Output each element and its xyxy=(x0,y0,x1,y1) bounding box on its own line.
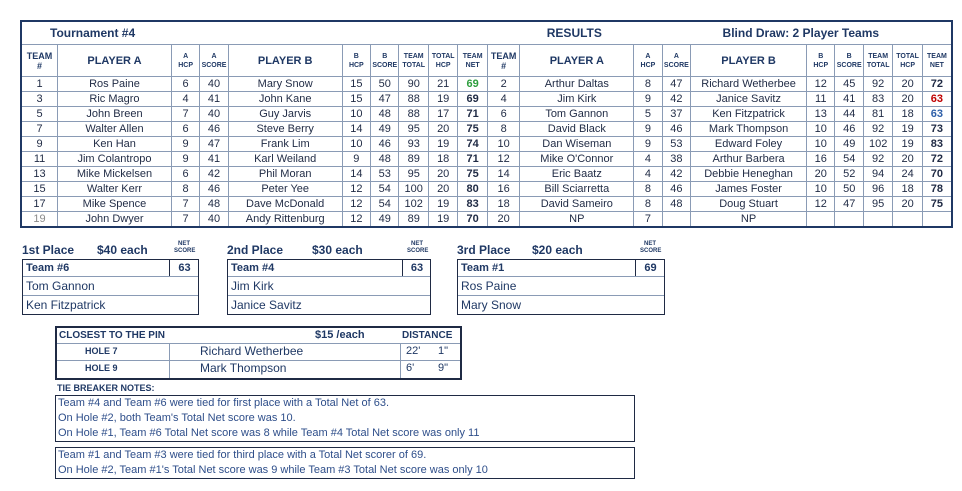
team-net: 63 xyxy=(922,92,952,107)
column-header-total-hcp: TOTAL HCP xyxy=(893,45,922,77)
b-score: 48 xyxy=(371,152,399,167)
team-number: 19 xyxy=(21,212,58,228)
place-title: 3rd Place xyxy=(457,243,511,257)
results-title: RESULTS xyxy=(342,21,806,45)
player-b: Janice Savitz xyxy=(691,92,807,107)
total-hcp xyxy=(893,212,922,228)
table-row xyxy=(21,137,952,152)
place-player-row xyxy=(458,277,664,296)
place-score: 69 xyxy=(635,260,665,276)
ctp-hole: HOLE 9 xyxy=(85,363,118,373)
b-score: 52 xyxy=(835,167,863,182)
b-hcp: 10 xyxy=(342,107,370,122)
team-number: 15 xyxy=(21,182,58,197)
b-score: 47 xyxy=(835,197,863,212)
a-score: 42 xyxy=(662,92,690,107)
a-score: 38 xyxy=(662,152,690,167)
place-team-row xyxy=(228,260,430,277)
column-header-a-score: A SCORE xyxy=(200,45,228,77)
column-header-team-net: TEAM NET xyxy=(922,45,952,77)
player-a: David Sameiro xyxy=(520,197,634,212)
team-net: 75 xyxy=(922,197,952,212)
a-hcp: 9 xyxy=(171,152,199,167)
total-hcp: 20 xyxy=(428,182,457,197)
team-net: 75 xyxy=(458,122,487,137)
player-a: Bill Sciarretta xyxy=(520,182,634,197)
team-total: 94 xyxy=(863,167,892,182)
place-box xyxy=(457,259,665,315)
b-hcp: 10 xyxy=(807,137,835,152)
team-number: 10 xyxy=(487,137,520,152)
b-hcp xyxy=(807,212,835,228)
b-hcp: 10 xyxy=(807,122,835,137)
b-hcp: 12 xyxy=(342,182,370,197)
team-total: 102 xyxy=(399,197,428,212)
column-header-player-b: PLAYER B xyxy=(691,45,807,77)
team-total: 92 xyxy=(863,77,892,92)
ctp-player: Mark Thompson xyxy=(200,361,287,375)
b-hcp: 15 xyxy=(342,77,370,92)
place-player-row xyxy=(228,296,430,314)
tie-breaker-third-box xyxy=(55,447,635,479)
team-total: 96 xyxy=(863,182,892,197)
team-total: 95 xyxy=(399,122,428,137)
b-score: 46 xyxy=(835,122,863,137)
b-hcp: 16 xyxy=(807,152,835,167)
ctp-distance-label: DISTANCE xyxy=(402,330,453,341)
a-score: 46 xyxy=(200,122,228,137)
table-row xyxy=(21,122,952,137)
team-net: 70 xyxy=(458,212,487,228)
player-a: Walter Allen xyxy=(58,122,172,137)
player-b: Frank Lim xyxy=(228,137,342,152)
total-hcp: 20 xyxy=(893,77,922,92)
a-hcp: 4 xyxy=(634,152,662,167)
team-net: 71 xyxy=(458,152,487,167)
column-header-player-b: PLAYER B xyxy=(228,45,342,77)
a-score: 42 xyxy=(200,167,228,182)
b-score: 47 xyxy=(371,92,399,107)
place-player-row xyxy=(228,277,430,296)
place-player: Janice Savitz xyxy=(231,298,302,312)
a-hcp: 8 xyxy=(634,77,662,92)
b-score: 46 xyxy=(371,137,399,152)
tie-breaker-first-box xyxy=(55,395,635,442)
ctp-inches: 9" xyxy=(438,362,449,374)
team-number: 9 xyxy=(21,137,58,152)
team-net: 63 xyxy=(922,107,952,122)
b-score: 48 xyxy=(371,107,399,122)
place-player: Mary Snow xyxy=(461,298,522,312)
place-player-row xyxy=(23,277,198,296)
a-hcp: 7 xyxy=(634,212,662,228)
place-box xyxy=(227,259,431,315)
player-a: Dan Wiseman xyxy=(520,137,634,152)
team-net: 71 xyxy=(458,107,487,122)
place-player: Ros Paine xyxy=(461,279,517,293)
a-score: 46 xyxy=(200,182,228,197)
a-hcp: 5 xyxy=(634,107,662,122)
column-header-a-hcp: A HCP xyxy=(634,45,662,77)
b-score: 54 xyxy=(371,182,399,197)
place-box xyxy=(22,259,199,315)
column-header-team-total: TEAM TOTAL xyxy=(399,45,428,77)
team-net: 72 xyxy=(922,77,952,92)
table-row xyxy=(21,92,952,107)
b-hcp: 12 xyxy=(807,77,835,92)
column-header-team-net: TEAM NET xyxy=(458,45,487,77)
place-prize: $40 each xyxy=(97,243,148,257)
b-hcp: 9 xyxy=(342,152,370,167)
b-score: 45 xyxy=(835,77,863,92)
team-total: 100 xyxy=(399,182,428,197)
a-hcp: 9 xyxy=(634,122,662,137)
a-hcp: 4 xyxy=(171,92,199,107)
team-net xyxy=(922,212,952,228)
table-row xyxy=(21,167,952,182)
place-player-row xyxy=(458,296,664,314)
total-hcp: 19 xyxy=(428,137,457,152)
total-hcp: 20 xyxy=(428,122,457,137)
place-player-row xyxy=(23,296,198,314)
b-score: 49 xyxy=(371,212,399,228)
total-hcp: 19 xyxy=(428,197,457,212)
table-row xyxy=(21,182,952,197)
player-b: Mary Snow xyxy=(228,77,342,92)
team-number: 8 xyxy=(487,122,520,137)
team-number: 6 xyxy=(487,107,520,122)
b-hcp: 10 xyxy=(807,182,835,197)
table-row xyxy=(21,107,952,122)
player-a: John Dwyer xyxy=(58,212,172,228)
player-b: Peter Yee xyxy=(228,182,342,197)
player-a: John Breen xyxy=(58,107,172,122)
team-number: 4 xyxy=(487,92,520,107)
player-b: Mark Thompson xyxy=(691,122,807,137)
team-number: 1 xyxy=(21,77,58,92)
a-hcp: 9 xyxy=(634,137,662,152)
a-score: 48 xyxy=(200,197,228,212)
team-total: 89 xyxy=(399,212,428,228)
team-net: 78 xyxy=(922,182,952,197)
a-score: 42 xyxy=(662,167,690,182)
player-b: Andy Rittenburg xyxy=(228,212,342,228)
b-hcp: 20 xyxy=(807,167,835,182)
results-table xyxy=(20,20,953,228)
tie-breaker-line: On Hole #2, Team #1's Total Net score was 9 while Team #3 Total Net score was only 10 xyxy=(58,464,488,476)
b-score xyxy=(835,212,863,228)
team-number: 12 xyxy=(487,152,520,167)
total-hcp: 17 xyxy=(428,107,457,122)
team-number: 20 xyxy=(487,212,520,228)
a-hcp: 9 xyxy=(171,137,199,152)
ctp-feet: 22' xyxy=(406,345,421,357)
a-score: 41 xyxy=(200,152,228,167)
a-hcp: 9 xyxy=(634,92,662,107)
team-total: 81 xyxy=(863,107,892,122)
team-net: 80 xyxy=(458,182,487,197)
player-b: Guy Jarvis xyxy=(228,107,342,122)
total-hcp: 20 xyxy=(893,92,922,107)
team-number: 3 xyxy=(21,92,58,107)
a-score: 46 xyxy=(662,122,690,137)
a-score: 37 xyxy=(662,107,690,122)
player-b: NP xyxy=(691,212,807,228)
b-hcp: 12 xyxy=(807,197,835,212)
a-score: 40 xyxy=(200,77,228,92)
total-hcp: 24 xyxy=(893,167,922,182)
place-team: Team #1 xyxy=(461,262,505,274)
team-number: 5 xyxy=(21,107,58,122)
a-score: 47 xyxy=(200,137,228,152)
a-score: 47 xyxy=(662,77,690,92)
player-b: Debbie Heneghan xyxy=(691,167,807,182)
team-net: 75 xyxy=(458,167,487,182)
team-total: 92 xyxy=(863,152,892,167)
team-total: 95 xyxy=(863,197,892,212)
a-hcp: 7 xyxy=(171,107,199,122)
b-hcp: 14 xyxy=(342,167,370,182)
team-number: 17 xyxy=(21,197,58,212)
total-hcp: 20 xyxy=(428,167,457,182)
b-hcp: 12 xyxy=(342,197,370,212)
team-total: 83 xyxy=(863,92,892,107)
player-a: Ken Han xyxy=(58,137,172,152)
player-a: Arthur Daltas xyxy=(520,77,634,92)
team-net: 72 xyxy=(922,152,952,167)
b-score: 50 xyxy=(835,182,863,197)
b-score: 49 xyxy=(371,122,399,137)
place-team-row xyxy=(458,260,664,277)
b-score: 50 xyxy=(371,77,399,92)
net-score-label: NET SCORE xyxy=(640,241,662,254)
table-row xyxy=(21,152,952,167)
player-a: Jim Kirk xyxy=(520,92,634,107)
column-header-b-score: B SCORE xyxy=(371,45,399,77)
team-net: 74 xyxy=(458,137,487,152)
column-header-a-score: A SCORE xyxy=(662,45,690,77)
total-hcp: 19 xyxy=(893,137,922,152)
a-hcp: 7 xyxy=(171,212,199,228)
column-header-b-hcp: B HCP xyxy=(342,45,370,77)
tie-breaker-title: TIE BREAKER NOTES: xyxy=(57,383,155,393)
player-b: Richard Wetherbee xyxy=(691,77,807,92)
total-hcp: 21 xyxy=(428,77,457,92)
team-net: 69 xyxy=(458,92,487,107)
player-a: Tom Gannon xyxy=(520,107,634,122)
team-total: 88 xyxy=(399,107,428,122)
net-score-label: NET SCORE xyxy=(407,241,429,254)
ctp-feet: 6' xyxy=(406,362,415,374)
player-b: Karl Weiland xyxy=(228,152,342,167)
team-net: 83 xyxy=(458,197,487,212)
team-number: 16 xyxy=(487,182,520,197)
total-hcp: 18 xyxy=(428,152,457,167)
a-hcp: 7 xyxy=(171,197,199,212)
place-title: 2nd Place xyxy=(227,243,284,257)
ctp-hole: HOLE 7 xyxy=(85,346,118,356)
b-score: 41 xyxy=(835,92,863,107)
tie-breaker-line: On Hole #1, Team #6 Total Net score was 8 while Team #4 Total Net score was only 11 xyxy=(58,427,480,439)
player-a: Eric Baatz xyxy=(520,167,634,182)
b-hcp: 13 xyxy=(807,107,835,122)
team-total: 93 xyxy=(399,137,428,152)
tie-breaker-line: Team #1 and Team #3 were tied for third place with a Total Net scorer of 69. xyxy=(58,449,427,461)
column-header-b-hcp: B HCP xyxy=(807,45,835,77)
place-player: Ken Fitzpatrick xyxy=(26,298,106,312)
column-header-b-score: B SCORE xyxy=(835,45,863,77)
team-net: 73 xyxy=(922,122,952,137)
b-score: 53 xyxy=(371,167,399,182)
a-score: 41 xyxy=(200,92,228,107)
column-header-player-a: PLAYER A xyxy=(520,45,634,77)
tie-breaker-line: On Hole #2, both Team's Total Net score was 10. xyxy=(58,412,296,424)
player-a: Mike Spence xyxy=(58,197,172,212)
table-row xyxy=(21,212,952,228)
ctp-title: CLOSEST TO THE PIN xyxy=(59,330,165,341)
player-a: Ros Paine xyxy=(58,77,172,92)
a-hcp: 4 xyxy=(634,167,662,182)
b-score: 44 xyxy=(835,107,863,122)
place-title: 1st Place xyxy=(22,243,75,257)
player-b: Dave McDonald xyxy=(228,197,342,212)
player-a: Mike Mickelsen xyxy=(58,167,172,182)
place-player: Tom Gannon xyxy=(26,279,95,293)
closest-to-pin-box xyxy=(55,326,462,380)
player-a: Mike O'Connor xyxy=(520,152,634,167)
column-header-team: TEAM # xyxy=(21,45,58,77)
a-score: 48 xyxy=(662,197,690,212)
total-hcp: 19 xyxy=(428,92,457,107)
a-hcp: 6 xyxy=(171,167,199,182)
player-b: Steve Berry xyxy=(228,122,342,137)
column-header-a-hcp: A HCP xyxy=(171,45,199,77)
a-score: 40 xyxy=(200,212,228,228)
team-number: 14 xyxy=(487,167,520,182)
player-b: Ken Fitzpatrick xyxy=(691,107,807,122)
player-b: Edward Foley xyxy=(691,137,807,152)
table-row xyxy=(21,77,952,92)
a-hcp: 6 xyxy=(171,77,199,92)
place-prize: $20 each xyxy=(532,243,583,257)
player-b: Phil Moran xyxy=(228,167,342,182)
total-hcp: 19 xyxy=(893,122,922,137)
column-header-total-hcp: TOTAL HCP xyxy=(428,45,457,77)
team-number: 7 xyxy=(21,122,58,137)
place-score: 63 xyxy=(169,260,199,276)
column-header-team: TEAM # xyxy=(487,45,520,77)
total-hcp: 19 xyxy=(428,212,457,228)
net-score-label: NET SCORE xyxy=(174,241,196,254)
b-score: 49 xyxy=(835,137,863,152)
team-total: 88 xyxy=(399,92,428,107)
b-hcp: 14 xyxy=(342,122,370,137)
player-b: John Kane xyxy=(228,92,342,107)
team-total: 102 xyxy=(863,137,892,152)
total-hcp: 20 xyxy=(893,197,922,212)
a-hcp: 8 xyxy=(171,182,199,197)
b-hcp: 11 xyxy=(807,92,835,107)
table-row xyxy=(21,197,952,212)
ctp-inches: 1" xyxy=(438,345,449,357)
a-score: 46 xyxy=(662,182,690,197)
a-score xyxy=(662,212,690,228)
ctp-prize: $15 /each xyxy=(315,329,365,341)
player-a: Jim Colantropo xyxy=(58,152,172,167)
place-prize: $30 each xyxy=(312,243,363,257)
b-hcp: 10 xyxy=(342,137,370,152)
place-team-row xyxy=(23,260,198,277)
a-hcp: 8 xyxy=(634,197,662,212)
b-score: 54 xyxy=(371,197,399,212)
team-number: 2 xyxy=(487,77,520,92)
place-team: Team #4 xyxy=(231,262,275,274)
place-score: 63 xyxy=(402,260,431,276)
player-a: NP xyxy=(520,212,634,228)
total-hcp: 18 xyxy=(893,182,922,197)
team-total xyxy=(863,212,892,228)
ctp-player: Richard Wetherbee xyxy=(200,344,304,358)
team-total: 95 xyxy=(399,167,428,182)
b-score: 54 xyxy=(835,152,863,167)
a-hcp: 8 xyxy=(634,182,662,197)
player-a: Ric Magro xyxy=(58,92,172,107)
tie-breaker-line: Team #4 and Team #6 were tied for first place with a Total Net of 63. xyxy=(58,397,389,409)
team-total: 89 xyxy=(399,152,428,167)
place-team: Team #6 xyxy=(26,262,70,274)
column-header-team-total: TEAM TOTAL xyxy=(863,45,892,77)
player-a: Walter Kerr xyxy=(58,182,172,197)
player-a: David Black xyxy=(520,122,634,137)
a-hcp: 6 xyxy=(171,122,199,137)
total-hcp: 18 xyxy=(893,107,922,122)
player-b: Doug Stuart xyxy=(691,197,807,212)
player-b: James Foster xyxy=(691,182,807,197)
team-total: 92 xyxy=(863,122,892,137)
team-number: 13 xyxy=(21,167,58,182)
total-hcp: 20 xyxy=(893,152,922,167)
a-score: 40 xyxy=(200,107,228,122)
b-hcp: 15 xyxy=(342,92,370,107)
tournament-title: Tournament #4 xyxy=(21,21,342,45)
team-net: 70 xyxy=(922,167,952,182)
player-b: Arthur Barbera xyxy=(691,152,807,167)
team-net: 69 xyxy=(458,77,487,92)
column-header-player-a: PLAYER A xyxy=(58,45,172,77)
b-hcp: 12 xyxy=(342,212,370,228)
a-score: 53 xyxy=(662,137,690,152)
team-net: 83 xyxy=(922,137,952,152)
team-number: 18 xyxy=(487,197,520,212)
place-player: Jim Kirk xyxy=(231,279,274,293)
format-title: Blind Draw: 2 Player Teams xyxy=(807,21,952,45)
team-total: 90 xyxy=(399,77,428,92)
team-number: 11 xyxy=(21,152,58,167)
